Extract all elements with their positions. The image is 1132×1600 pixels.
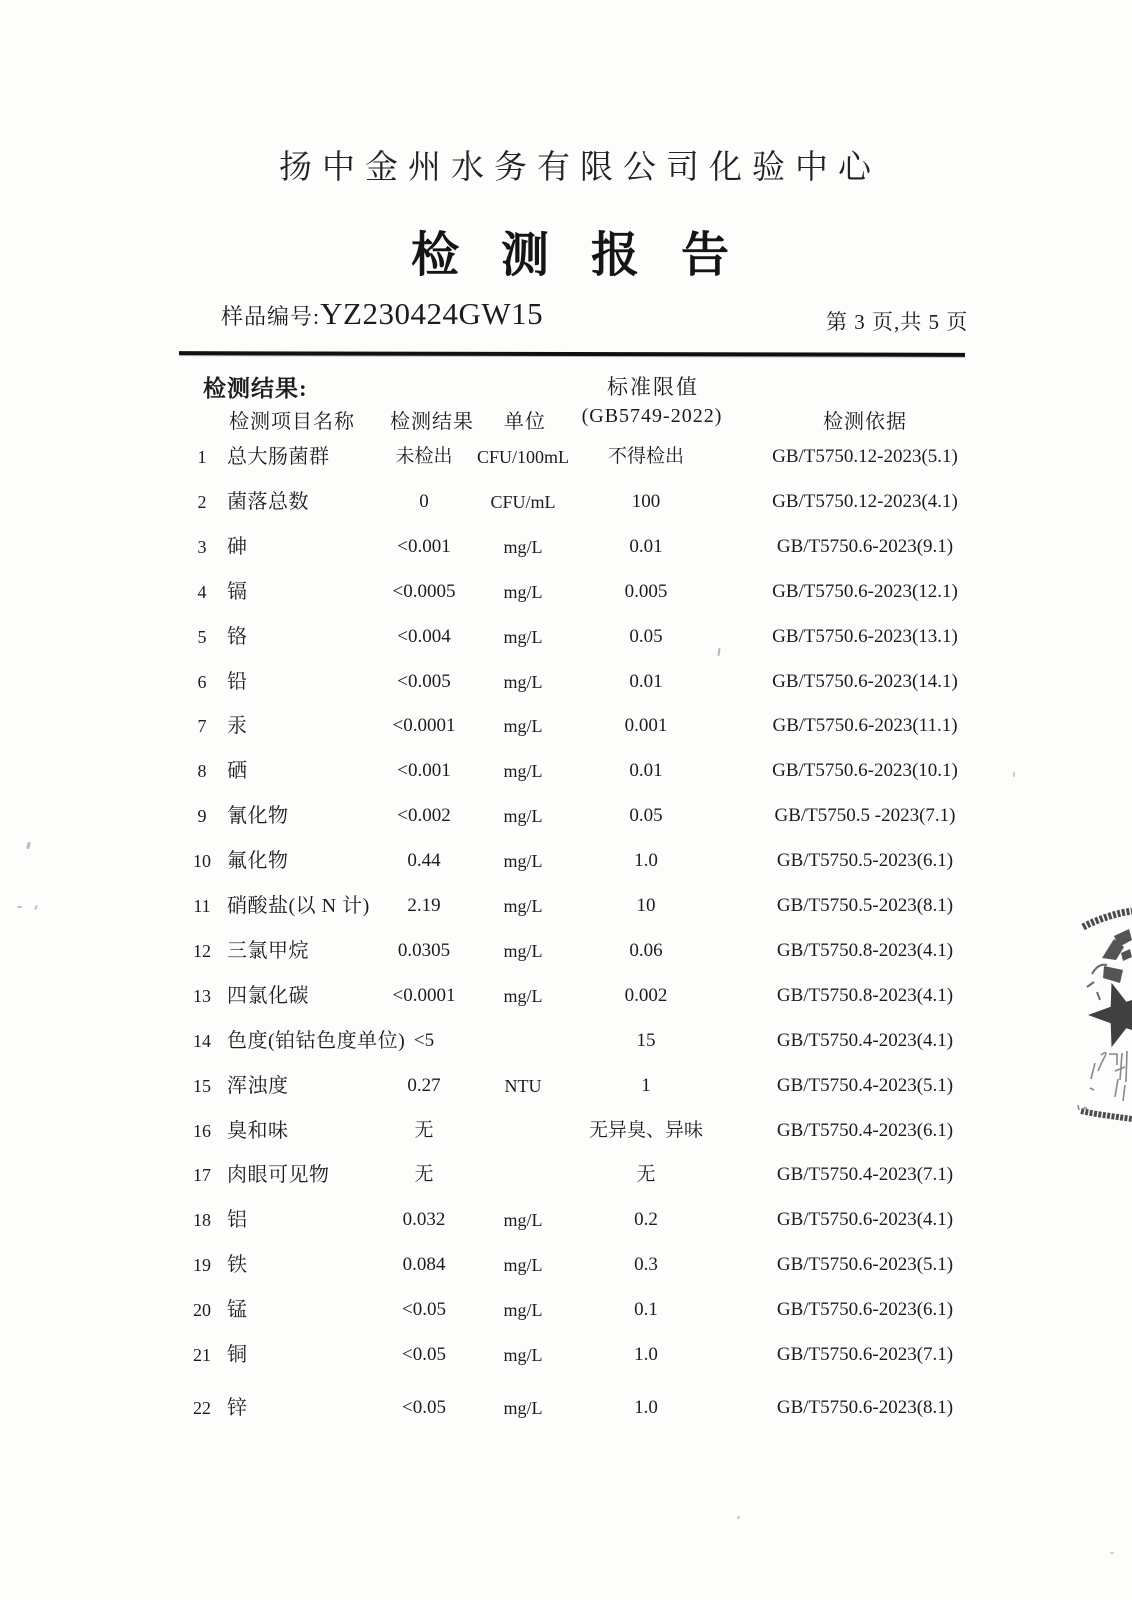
cell-basis: GB/T5750.4-2023(7.1) [776,1164,954,1185]
cell-no: 19 [193,1255,211,1275]
cell-limit: 0.001 [624,715,668,736]
table-row [0,1161,1132,1189]
cell-no: 4 [197,582,207,602]
table-row [0,1072,1132,1100]
cell-name: 浑浊度 [227,1075,289,1097]
cell-unit: mg/L [503,941,543,961]
cell-limit: 0.002 [624,985,668,1006]
column-header-limit: (GB5749-2022) [581,405,723,427]
cell-unit: mg/L [503,1255,543,1275]
cell-name: 汞 [227,715,248,737]
results-section-label: 检测结果: [203,376,308,401]
cell-no: 17 [193,1165,211,1185]
cell-name: 三氯甲烷 [227,940,309,962]
cell-result: 0.27 [407,1075,441,1096]
limit-header-top: 标准限值 [607,375,699,399]
cell-result: 无 [414,1120,434,1141]
table-row [0,443,1132,471]
cell-name: 氰化物 [227,805,289,827]
cell-name: 铅 [227,671,248,693]
cell-name: 铁 [227,1254,248,1276]
cell-basis: GB/T5750.6-2023(10.1) [772,760,958,781]
page-indicator: 第 3 页,共 5 页 [826,310,969,334]
cell-limit: 1.0 [634,1344,658,1365]
cell-unit: mg/L [503,1210,543,1230]
table-row [0,892,1132,920]
cell-limit: 0.2 [634,1209,658,1230]
cell-no: 2 [197,492,207,512]
cell-limit: 0.01 [629,671,663,692]
table-row [0,847,1132,875]
cell-limit: 1 [641,1075,651,1096]
cell-basis: GB/T5750.6-2023(9.1) [776,536,954,557]
table-row [0,937,1132,965]
cell-result: 0.0305 [397,940,451,961]
cell-unit: CFU/mL [490,492,556,512]
cell-name: 肉眼可见物 [227,1164,330,1186]
cell-unit: mg/L [503,851,543,871]
cell-limit: 0.01 [629,536,663,557]
column-header-result: 检测结果 [390,411,474,433]
cell-name: 臭和味 [227,1120,289,1142]
cell-basis: GB/T5750.6-2023(7.1) [776,1344,954,1365]
cell-no: 16 [193,1121,211,1141]
cell-result: <0.05 [402,1299,446,1320]
cell-result: 无 [414,1164,434,1185]
cell-result: <0.001 [397,760,451,781]
cell-unit: mg/L [503,761,543,781]
table-row [0,1394,1132,1422]
cell-result: <0.05 [402,1397,446,1418]
cell-result: <5 [413,1030,435,1051]
cell-result: <0.004 [397,626,451,647]
cell-basis: GB/T5750.6-2023(12.1) [772,581,958,602]
cell-unit: CFU/100mL [476,447,570,467]
horizontal-rule [179,351,965,357]
table-row [0,668,1132,696]
table-row [0,1341,1132,1369]
cell-no: 11 [193,896,211,916]
table-row [0,982,1132,1010]
scan-speck [717,648,720,656]
cell-name: 锰 [227,1299,248,1321]
column-header-unit: 单位 [504,411,546,433]
cell-result: 0.084 [402,1254,446,1275]
cell-name: 四氯化碳 [227,985,309,1007]
cell-no: 15 [193,1076,211,1096]
scan-speck [17,906,22,908]
cell-limit: 0.05 [629,805,663,826]
cell-basis: GB/T5750.6-2023(13.1) [772,626,958,647]
cell-basis: GB/T5750.4-2023(5.1) [776,1075,954,1096]
sample-number-line [221,296,543,332]
table-row [0,1251,1132,1279]
cell-unit: mg/L [503,1300,543,1320]
cell-limit: 0.05 [629,626,663,647]
cell-result: <0.001 [397,536,451,557]
cell-basis: GB/T5750.6-2023(11.1) [772,715,958,736]
cell-basis: GB/T5750.5-2023(8.1) [776,895,954,916]
cell-unit: mg/L [503,582,543,602]
cell-result: 0.032 [402,1209,446,1230]
cell-limit: 10 [636,895,656,916]
cell-name: 砷 [227,536,248,558]
cell-name: 铜 [227,1344,248,1366]
cell-name: 硒 [227,760,248,782]
column-header-basis: 检测依据 [823,411,907,433]
cell-name: 氟化物 [227,850,289,872]
cell-no: 20 [193,1300,211,1320]
cell-name: 硝酸盐(以 N 计) [227,895,370,917]
cell-limit: 0.005 [624,581,668,602]
table-row [0,623,1132,651]
cell-basis: GB/T5750.4-2023(6.1) [776,1120,954,1141]
cell-limit: 无异臭、异味 [588,1120,704,1141]
cell-result: 0.44 [407,850,441,871]
cell-no: 6 [197,672,207,692]
ink-seal-icon [1075,895,1132,1125]
table-row [0,712,1132,740]
cell-no: 3 [197,537,207,557]
scan-speck [737,1516,740,1519]
cell-name: 菌落总数 [227,491,309,513]
cell-no: 18 [193,1210,211,1230]
table-row [0,1296,1132,1324]
cell-basis: GB/T5750.6-2023(8.1) [776,1397,954,1418]
cell-no: 10 [193,851,211,871]
cell-unit: mg/L [503,986,543,1006]
cell-limit: 1.0 [634,1397,658,1418]
scan-speck [1013,772,1015,777]
cell-limit: 0.3 [634,1254,658,1275]
cell-result: <0.002 [397,805,451,826]
cell-unit: mg/L [503,806,543,826]
cell-no: 22 [193,1398,211,1418]
cell-result: <0.005 [397,671,451,692]
cell-result: 未检出 [395,446,453,467]
sample-number-label: 样品编号: [221,304,321,329]
cell-no: 9 [197,806,207,826]
cell-result: 2.19 [407,895,441,916]
cell-result: <0.0001 [392,985,456,1006]
cell-basis: GB/T5750.6-2023(5.1) [776,1254,954,1275]
column-header-name: 检测项目名称 [229,411,355,433]
cell-basis: GB/T5750.12-2023(4.1) [772,491,958,512]
cell-limit: 1.0 [634,850,658,871]
cell-no: 7 [197,716,207,736]
cell-basis: GB/T5750.8-2023(4.1) [776,985,954,1006]
cell-basis: GB/T5750.5 -2023(7.1) [774,805,956,826]
cell-name: 镉 [227,581,248,603]
cell-no: 1 [197,447,207,467]
scan-speck [1110,1552,1114,1554]
table-row [0,1206,1132,1234]
cell-name: 铬 [227,626,248,648]
cell-limit: 0.01 [629,760,663,781]
cell-basis: GB/T5750.8-2023(4.1) [776,940,954,961]
cell-name: 锌 [227,1397,248,1419]
star-icon [1088,983,1132,1048]
table-row [0,533,1132,561]
cell-basis: GB/T5750.5-2023(6.1) [776,850,954,871]
cell-limit: 0.1 [634,1299,658,1320]
sample-number-value: YZ230424GW15 [320,296,544,331]
cell-no: 8 [197,761,207,781]
cell-name: 总大肠菌群 [227,446,330,468]
cell-result: <0.0005 [392,581,456,602]
table-row [0,1027,1132,1055]
cell-no: 12 [193,941,211,961]
cell-no: 21 [193,1345,211,1365]
cell-basis: GB/T5750.12-2023(5.1) [772,446,958,467]
cell-no: 5 [197,627,207,647]
cell-unit: mg/L [503,896,543,916]
cell-unit: mg/L [503,537,543,557]
cell-basis: GB/T5750.4-2023(4.1) [776,1030,954,1051]
cell-result: 0 [419,491,429,512]
table-row [0,488,1132,516]
cell-limit: 15 [636,1030,656,1051]
cell-result: <0.0001 [392,715,456,736]
table-row [0,1117,1132,1145]
table-row [0,757,1132,785]
cell-name: 色度(铂钴色度单位) [227,1030,406,1052]
cell-no: 14 [193,1031,211,1051]
cell-unit: mg/L [503,627,543,647]
cell-basis: GB/T5750.6-2023(6.1) [776,1299,954,1320]
cell-unit: mg/L [503,1345,543,1365]
cell-name: 铝 [227,1209,248,1231]
table-row [0,578,1132,606]
cell-unit: mg/L [503,1398,543,1418]
cell-unit: NTU [504,1076,542,1096]
cell-unit: mg/L [503,716,543,736]
cell-limit: 100 [631,491,661,512]
cell-basis: GB/T5750.6-2023(4.1) [776,1209,954,1230]
cell-no: 13 [193,986,211,1006]
cell-unit: mg/L [503,672,543,692]
cell-basis: GB/T5750.6-2023(14.1) [772,671,958,692]
company-name: 扬中金州水务有限公司化验中心 [279,150,881,186]
cell-result: <0.05 [402,1344,446,1365]
cell-limit: 不得检出 [607,446,685,467]
cell-limit: 无 [636,1164,656,1185]
table-row [0,802,1132,830]
report-title: 检测报告 [410,229,771,282]
cell-limit: 0.06 [629,940,663,961]
